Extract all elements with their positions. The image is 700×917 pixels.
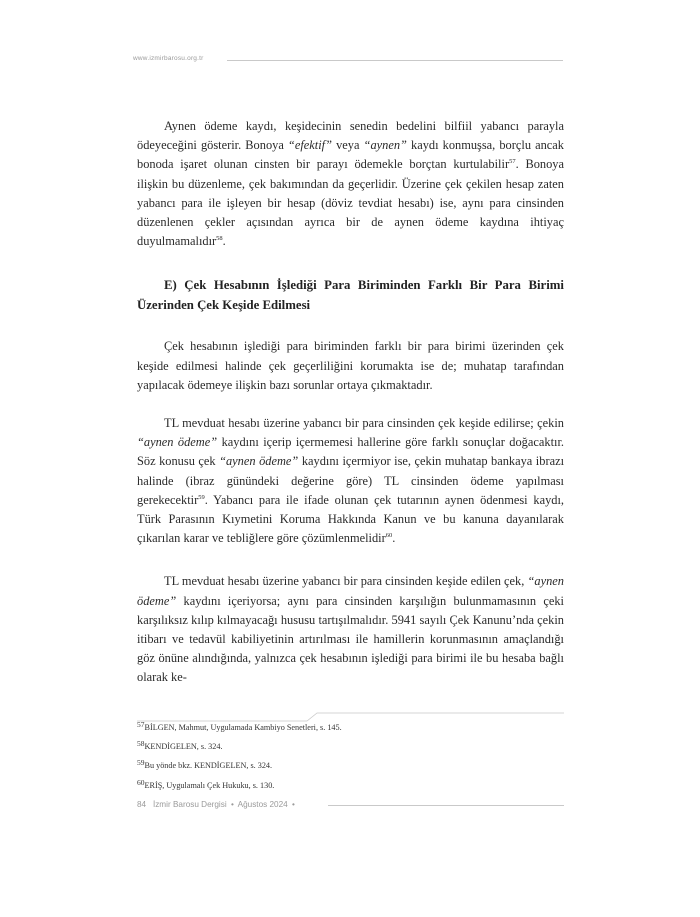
body-text <box>137 117 564 688</box>
p3-text-g: . <box>392 531 396 546</box>
page-footer <box>137 800 297 809</box>
p1-text-c: veya <box>331 138 364 153</box>
footnote-59 <box>137 758 564 771</box>
footnote-57 <box>137 720 564 733</box>
p1-text-e: kaydı konmuşsa, borçlu ancak bonoda işaret olunan cinsten bir parayı ödemekle borçtan kurtulabilir <box>137 138 564 172</box>
footnote-number: 59 <box>137 758 145 768</box>
footnote-60 <box>137 777 564 791</box>
footnote-58 <box>137 739 564 752</box>
footnote-text: BİLGEN, Mahmut, Uygulamada Kambiyo Senetleri, s. 145. <box>144 723 342 732</box>
p4-text-a: TL mevduat hesabı üzerine yabancı bir para cinsinden keşide edilen çek, <box>164 574 528 589</box>
p3-em-aynen-odeme-2: “aynen ödeme” <box>219 454 299 469</box>
footnote-ref-59[interactable]: 59 <box>198 493 205 501</box>
header-rule <box>227 60 563 61</box>
issue-date: Ağustos 2024 <box>237 800 288 809</box>
paragraph-3 <box>137 414 564 548</box>
paragraph-2: Çek hesabının işlediği para biriminden farklı bir para birimi üzerinden çek keşide edilmesi halinde çek geçerliliğini korumakta ise de; muhatap tarafından yapılacak ödemeye ilişkin bazı sorunlar ortaya çıkmaktadır. <box>137 339 564 392</box>
page-number: 84 <box>137 800 147 809</box>
paragraph-1 <box>137 117 564 251</box>
section-heading: E) Çek Hesabının İşlediği Para Biriminden Farklı Bir Para Birimi Üzerinden Çek Keşide Edilmesi <box>137 278 564 312</box>
p1-em-efektif: “efektif” <box>287 138 332 153</box>
footer-rule <box>328 805 564 806</box>
footer-separator-end: • <box>292 800 295 809</box>
header-url: www.izmirbarosu.org.tr <box>133 55 204 62</box>
p3-text-e: kaydını içermiyor ise, çekin muhatap bankaya ibrazı halinde (ibraz günündeki değerine göre) TL cinsinden ödeme yapılması gerekecektir <box>137 454 565 507</box>
footnote-text: ERİŞ, Uygulamalı Çek Hukuku, s. 130. <box>144 780 275 790</box>
p1-text-g: . <box>222 234 226 249</box>
footnote-ref-60[interactable]: 60 <box>385 532 393 540</box>
p3-text-c: kaydını içerip içermemesi hallerine göre farklı sonuçlar doğacaktır. Söz konusu çek <box>137 435 564 469</box>
footnote-ref-58[interactable]: 58 <box>216 235 223 243</box>
spacer <box>137 548 564 572</box>
p3-text-f: . Yabancı para ile ifade olunan çek tutarının aynen ödenmesi kaydı, Türk Parasının Kıymetini Koruma Hakkında Kanun ve bu kanuna dayanılarak çıkarılan karar ve tebliğlere göre çözümlenmelidir <box>137 492 564 546</box>
spacer <box>137 315 564 337</box>
spacer <box>137 395 564 414</box>
footnote-number: 58 <box>137 739 145 749</box>
p3-text-a: TL mevduat hesabı üzerine yabancı bir para cinsinden çek keşide edilirse; çekin <box>164 416 564 431</box>
p4-em-aynen-odeme: “aynen ödeme” <box>137 574 564 608</box>
footer-separator: • <box>230 800 234 809</box>
footnote-ref-57[interactable]: 57 <box>509 158 516 166</box>
p1-text-a: Aynen ödeme kaydı, keşidecinin senedin bedelini bilfiil yabancı parayla ödeyeceğini gösterir. Bonoya <box>137 119 564 153</box>
spacer <box>137 251 564 276</box>
footnote-number: 60 <box>137 777 145 787</box>
footnote-text: KENDİGELEN, s. 324. <box>144 742 223 752</box>
p4-text-c: kaydını içeriyorsa; aynı para cinsinden karşılığın bulunmamasının çeki karşılıksız kılıp kılmayacağı hususu tartışılmalıdır. 5941 sayılı Çek Kanunu’nda çekin itibarı ve tedavül kabiliyetinin artırılması ile hamillerin korunmasının amaçlandığı göz önüne alındığında, yalnızca çek hesabının işlediği para birimi ile bu hesaba bağlı olarak ke- <box>137 593 564 685</box>
p3-em-aynen-odeme-1: “aynen ödeme” <box>137 435 218 450</box>
journal-name: İzmir Barosu Dergisi <box>152 800 227 809</box>
footnotes <box>137 720 564 800</box>
footnote-number: 57 <box>137 720 145 729</box>
paragraph-4 <box>137 572 564 687</box>
footnote-divider <box>137 709 564 723</box>
p1-text-f: . Bonoya ilişkin bu düzenleme, çek bakımından da geçerlidir. Üzerine çek çekilen hesap zaten yabancı para ile işleyen bir hesap (döviz tevdiat hesabı) ise, aynı para cinsinden düzenlenen çekler açısından ayrıca bir de aynen ödeme kaydına ihtiyaç duyulmamalıdır <box>137 157 564 249</box>
footnote-text: Bu yönde bkz. KENDİGELEN, s. 324. <box>144 761 273 771</box>
p1-em-aynen: “aynen” <box>363 138 407 153</box>
